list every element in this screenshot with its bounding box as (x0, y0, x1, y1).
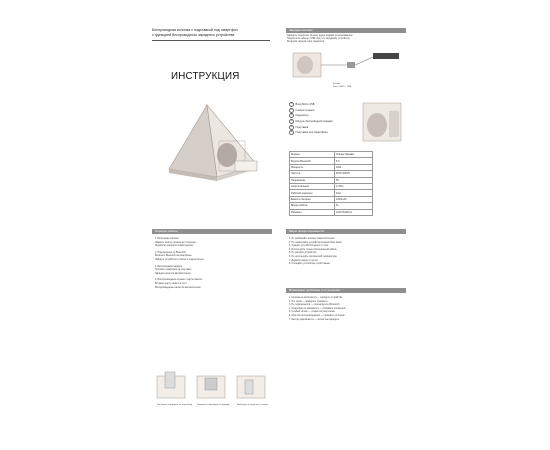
instruction-heading: ИНСТРУКЦИЯ (171, 71, 240, 82)
table-row: Частота 20Hz-20KHz (290, 171, 373, 177)
speaker-parts-image (355, 97, 407, 149)
section-bar-usage: Порядок работы (152, 229, 272, 234)
speaker-grille (217, 143, 237, 167)
list-item: 3 Индикатор (290, 114, 309, 118)
table-row: Сопротивление 4 Ohm (290, 183, 373, 189)
list-item: 5 Подставка (290, 125, 309, 129)
page-cover (149, 25, 275, 213)
phone-stand-icon (235, 161, 257, 171)
usb-cable-icon (373, 53, 399, 59)
table-row: Напряжение 5V (290, 177, 373, 183)
section-bar-troubleshooting: Возможные проблемы и их решения (286, 288, 406, 293)
list-item: 4 Модуль беспроводной зарядки (290, 120, 333, 124)
parts-list (289, 102, 333, 136)
table-row: Мощность 10W (290, 164, 373, 170)
cable-caption-detail: Micro USB — USB (333, 86, 352, 88)
list-item: 2 Кнопка питания (290, 108, 315, 112)
page-safety (283, 226, 409, 414)
speaker-product-image (157, 97, 267, 185)
title-divider (152, 40, 270, 41)
table-row: Версия Bluetooth 5.0 (290, 158, 373, 164)
table-row: Рабочий диапазон 10м (290, 190, 373, 196)
section-bar-safety: Меры предосторожности (286, 229, 406, 234)
list-item: 1 Вход Micro USB (290, 103, 315, 107)
troubleshooting-text: 1. Колонка не включается — зарядите устройство. 2. Нет звука — проверьте громкость. 3. Не подключается — перезагрузите Bluetooth. 4. Смартфон не заряжается — поправьте положение. 5. Слабый сигнал — сократите расстояние. 6. Шум при воспроизведении — проверьте источник. 7. Быстро разряжается — полностью зарядите. (289, 297, 347, 321)
usage-illustrations (153, 368, 273, 408)
caption-step-1: Поставьте смартфон на подставку (157, 404, 193, 406)
spec-table (289, 151, 373, 216)
section-bar-charging: Зарядка колонки (286, 28, 406, 33)
caption-step-2: Положите смартфон на зарядку (197, 404, 230, 406)
table-row: Размеры 110x76x68mm (290, 209, 373, 215)
safety-text: 1. Не разбирайте колонку самостоятельно. 2. Не подвергайте устройство воздействию влаги. 3. Храните устройство вдали от огня. 4. Используйте только оригинальный кабель. 5. Не роняйте устройство. 6. Не используйте при высокой температуре. 7. Держите вдали от детей. 8. Очищайте устройство сухой тканью. (289, 238, 343, 266)
table-row: Ёмкость батареи 1200mAh (290, 196, 373, 202)
page-usage (149, 226, 275, 414)
charging-illustration (289, 47, 407, 87)
table-row: Время работы 5ч (290, 203, 373, 209)
product-title: Беспроводная колонка с подставкой под смартфон с функцией беспроводного зарядного устройства (152, 28, 238, 37)
cable-caption: Кабель (333, 83, 341, 85)
page-specs (283, 25, 409, 213)
charging-intro: Зарядите полностью колонку перед первым использованием. Подключите кабель к USB порту и к зарядному устройству. Во время зарядки горит индикатор. (287, 35, 353, 44)
list-item: 6 Подставка для смартфона (290, 131, 328, 135)
table-row: Модель Orange Speaker (290, 152, 373, 158)
usage-text: 1. Включение колонки. Зажмите кнопку питания на 3 секунды. Индикатор загорится синим цветом. 2. Подключение по Bluetooth. Включите Bluetooth на смартфоне. Найдите устройство в списке и подключитесь. 3. Беспроводная зарядка. Положите смартфон на подставку. Зарядка начнётся автоматически. 4. Воспроизведение музыки с карты памяти. Вставьте карту памяти в слот. Воспроизведение начнётся автоматически. (155, 238, 205, 289)
caption-step-3: Выберите устройство в списке (237, 404, 269, 406)
